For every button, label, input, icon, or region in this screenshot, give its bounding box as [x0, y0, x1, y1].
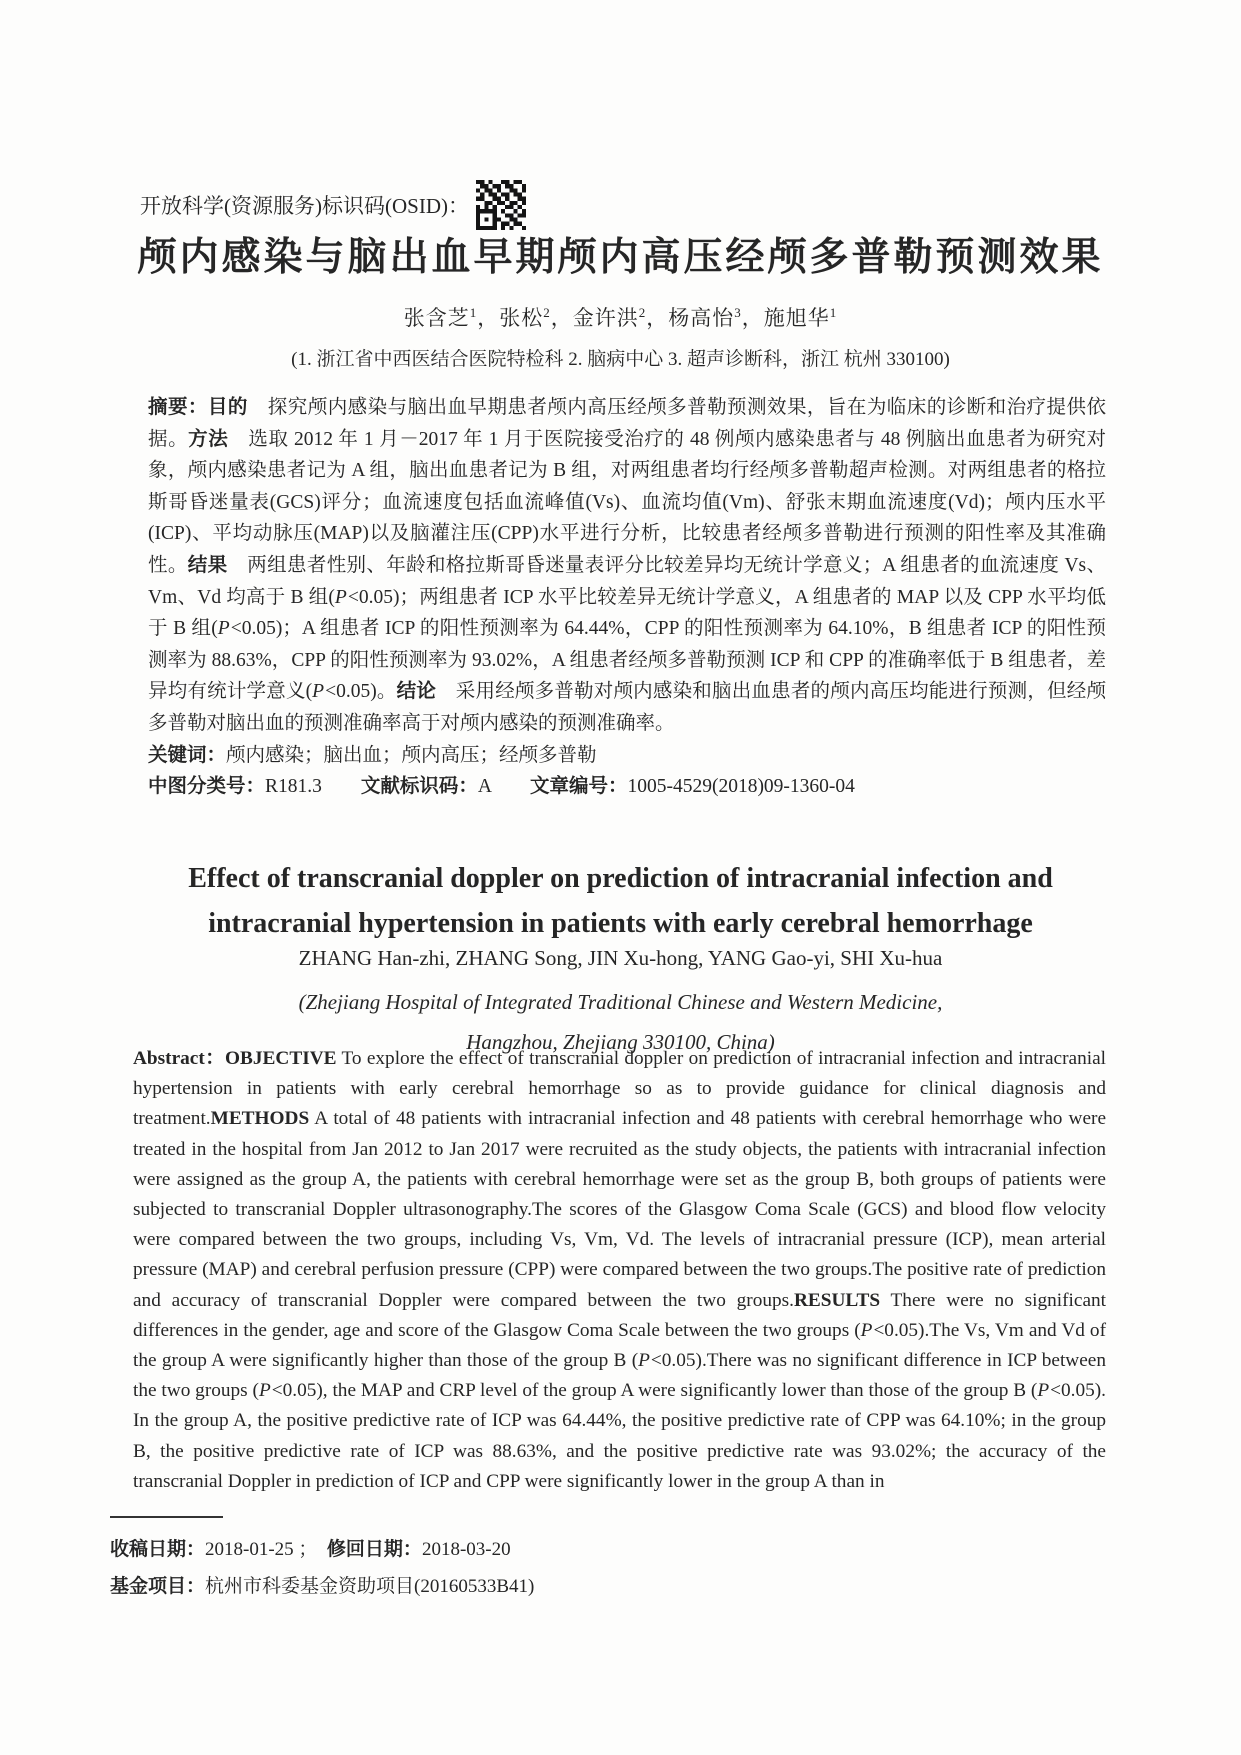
- authors-en: ZHANG Han-zhi, ZHANG Song, JIN Xu-hong, YANG Gao-yi, SHI Xu-hua: [298, 946, 943, 970]
- authors-cn: 张含芝$^1$，张松$^2$，金许洪$^2$，杨高怡$^3$，施旭华$^1$: [403, 305, 838, 330]
- article-title-cn: 颅内感染与脑出血早期颅内高压经颅多普勒预测效果: [137, 236, 1104, 279]
- fund-project-line: 基金项目：杭州市科委基金资助项目(20160533B41): [110, 1576, 535, 1597]
- received-date-line: 收稿日期：2018-01-25 ； 修回日期：2018-03-20: [110, 1539, 511, 1560]
- footnote-divider: [110, 1516, 223, 1518]
- abstract-en: Abstract：OBJECTIVE To explore the effect of transcranial doppler on prediction of intracranial infection and intracranial hypertension in patients with early cerebral hemorrhage so as to provide guidance for clinical diagnosis and treatment.METHODS A total of 48 patients with intracranial infection and 48 patients with cerebral hemorrhage who were treated in the hospital from Jan 2012 to Jan 2017 were recruited as the study objects, the patients with intracranial infection were assigned as the group A, the patients with cerebral hemorrhage were set as the group B, both groups of patients were subjected to transcranial Doppler ultrasonography.The scores of the Glasgow Coma Scale (GCS) and blood flow velocity were compared between the two groups, including Vs, Vm, Vd. The levels of intracranial pressure (ICP), mean arterial pressure (MAP) and cerebral perfusion pressure (CPP) were compared between the two groups.The positive rate of prediction and accuracy of transcranial Doppler were compared between the two groups.RESULTS There were no significant differences in the gender, age and score of the Glasgow Coma Scale between the two groups (P<0.05).The Vs, Vm and Vd of the group A were significantly higher than those of the group B (P<0.05).There was no significant difference in ICP between the two groups (P<0.05), the MAP and CRP level of the group A were significantly lower than those of the group B (P<0.05). In the group A, the positive predictive rate of ICP was 64.44%, the positive predictive rate of CPP was 64.10%; in the group B, the positive predictive rate of ICP was 88.63%, and the positive predictive rate was 93.02%; the accuracy of the transcranial Doppler in prediction of ICP and CPP were significantly lower in the group A than in: [133, 1048, 1107, 1492]
- osid-qr-code: [476, 180, 526, 230]
- osid-row: [140, 180, 526, 230]
- osid-label: 开放科学(资源服务)标识码(OSID)：: [140, 194, 469, 218]
- article-title-en: Effect of transcranial doppler on prediction of intracranial infection and intracranial hypertension in patients with early cerebral hemorrhage: [188, 863, 1053, 939]
- keywords-cn: 关键词：颅内感染；脑出血；颅内高压；经颅多普勒: [148, 744, 597, 766]
- chinese-abstract-block: [148, 392, 1106, 803]
- classification-line: 中图分类号：R181.3 文献标识码：A 文章编号：1005-4529(2018)09-1360-04: [148, 776, 855, 798]
- affiliation-cn: (1. 浙江省中西医结合医院特检科 2. 脑病中心 3. 超声诊断科，浙江 杭州 330100): [291, 349, 950, 370]
- abstract-cn: 摘要：目的 探究颅内感染与脑出血早期患者颅内高压经颅多普勒预测效果，旨在为临床的诊断和治疗提供依据。方法 选取 2012 年 1 月－2017 年 1 月于医院接受治疗的 48 例颅内感染患者与 48 例脑出血患者为研究对象，颅内感染患者记为 A 组，脑出血患者记为 B 组，对两组患者均行经颅多普勒超声检测。对两组患者的格拉斯哥昏迷量表(GCS)评分；血流速度包括血流峰值(Vs)、血流均值(Vm)、舒张末期血流速度(Vd)；颅内压水平(ICP)、平均动脉压(MAP)以及脑灌注压(CPP)水平进行分析，比较患者经颅多普勒进行预测的阳性率及其准确性。结果 两组患者性别、年龄和格拉斯哥昏迷量表评分比较差异均无统计学意义；A 组患者的血流速度 Vs、Vm、Vd 均高于 B 组(P<0.05)；两组患者 ICP 水平比较差异无统计学意义，A 组患者的 MAP 以及 CPP 水平均低于 B 组(P<0.05)；A 组患者 ICP 的阳性预测率为 64.44%，CPP 的阳性预测率为 64.10%，B 组患者 ICP 的阳性预测率为 88.63%，CPP 的阳性预测率为 93.02%，A 组患者经颅多普勒预测 ICP 和 CPP 的准确率低于 B 组患者，差异均有统计学意义(P<0.05)。结论 采用经颅多普勒对颅内感染和脑出血患者的颅内高压均能进行预测，但经颅多普勒对脑出血的预测准确率高于对颅内感染的预测准确率。: [148, 397, 1106, 734]
- affiliation-en: (Zhejiang Hospital of Integrated Traditional Chinese and Western Medicine, Hangzhou, Zhejiang 330100, China): [298, 990, 943, 1054]
